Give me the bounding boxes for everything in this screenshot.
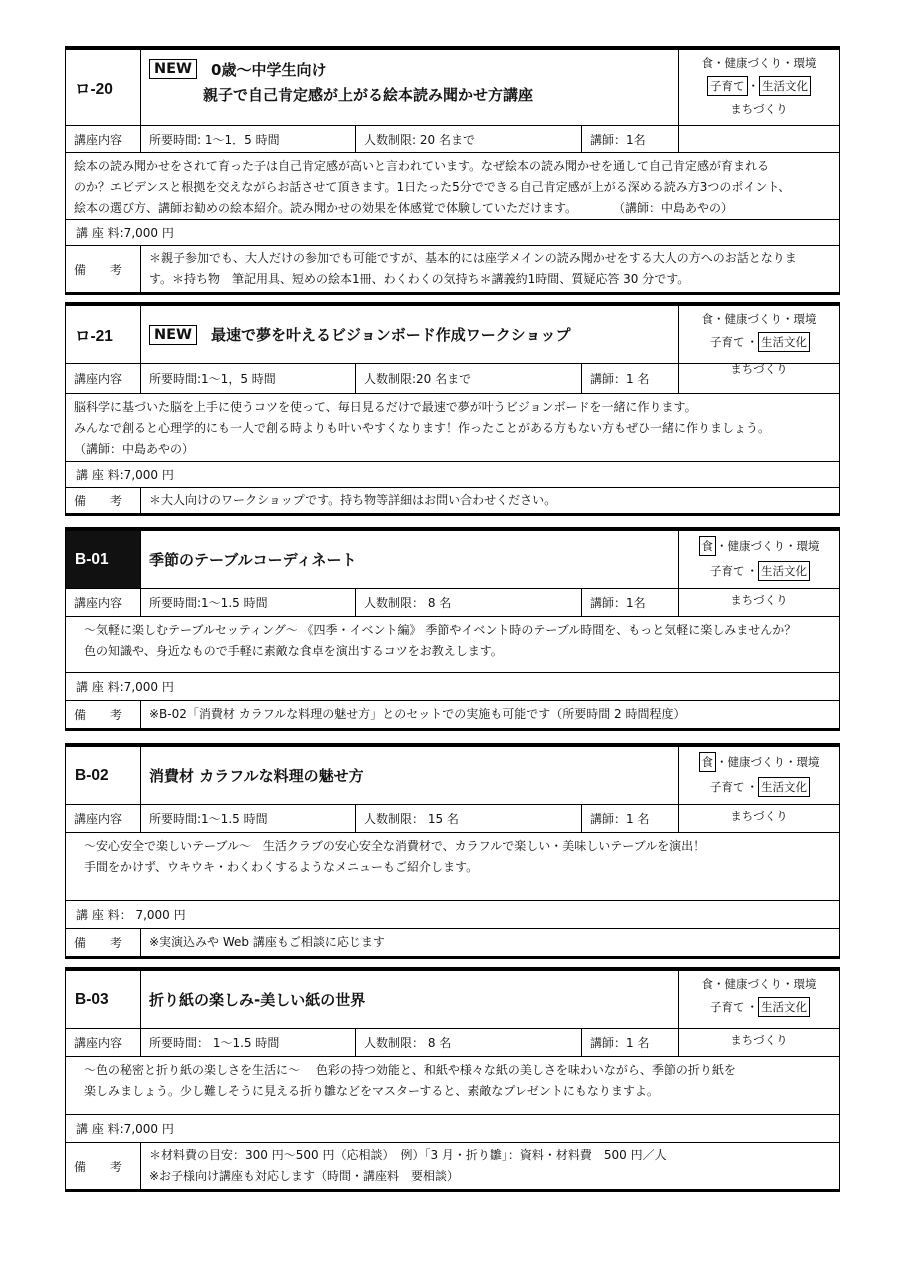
course-title <box>141 50 679 125</box>
new-badge: NEW <box>149 325 197 345</box>
capacity: 人数制限： 8 名 <box>356 1029 582 1056</box>
category-top: ・健康づくり・環境 <box>716 755 820 769</box>
description-line: みんなで創ると心理学的にも一人で創る時よりも叶いやすくなります！作ったことがある方もない方もぜひ一緒に作りましょう。 <box>74 421 771 435</box>
duration: 所要時間: 1～1．5 時間 <box>141 126 356 152</box>
course-title <box>141 747 679 804</box>
course-description <box>66 833 713 900</box>
instructor-count: 講師：1名 <box>582 126 679 152</box>
category-separator: ・ <box>746 1000 758 1014</box>
course-description <box>66 617 804 672</box>
course-card-ro20 <box>65 46 840 295</box>
notes-label: 備 考 <box>66 488 141 513</box>
notes-label: 備 考 <box>66 929 141 956</box>
category-childcare: 子育て <box>710 780 745 794</box>
category-childcare: 子育て <box>707 76 748 96</box>
course-title-line1: 消費材 カラフルな料理の魅せ方 <box>149 767 364 785</box>
category-separator: ・ <box>746 564 758 578</box>
instructor-count: 講師：1 名 <box>582 1029 679 1056</box>
instructor-count: 講師：1名 <box>582 589 679 616</box>
instructor-count: 講師：1 名 <box>582 364 679 393</box>
course-description <box>66 153 798 219</box>
course-fee <box>66 220 174 245</box>
course-description <box>66 1057 744 1114</box>
course-title-line1: 季節のテーブルコーディネート <box>149 551 357 569</box>
fee-label: 講 座 料 <box>76 226 120 240</box>
capacity: 人数制限： 15 名 <box>356 805 582 832</box>
course-title <box>141 971 679 1028</box>
category-separator: ・ <box>746 780 758 794</box>
category-lifestyle-culture: 生活文化 <box>758 561 810 581</box>
notes-line: ＊材料費の目安：300 円～500 円（応相談） 例）「3 月・折り雛」：資料・材料費 500 円／人 <box>149 1148 667 1162</box>
fee-label: 講 座 料 <box>76 468 120 482</box>
category-childcare: 子育て <box>710 564 745 578</box>
category-top: 食・健康づくり・環境 <box>701 56 817 70</box>
duration: 所要時間:1～1.5 時間 <box>141 589 356 616</box>
duration: 所要時間： 1～1.5 時間 <box>141 1029 356 1056</box>
course-fee <box>66 1115 174 1142</box>
course-code: B-03 <box>66 971 141 1028</box>
notes-label: 備 考 <box>66 1143 141 1189</box>
category-list <box>679 50 839 125</box>
category-separator: ・ <box>747 79 759 93</box>
category-list <box>679 971 839 1028</box>
category-food: 食 <box>699 536 717 556</box>
category-lifestyle-culture: 生活文化 <box>758 777 810 797</box>
capacity: 人数制限： 8 名 <box>356 589 582 616</box>
course-card-b02 <box>65 743 840 959</box>
notes-label: 備 考 <box>66 701 141 728</box>
description-line: （講師：中島あやの） <box>74 442 195 456</box>
category-lifestyle-culture: 生活文化 <box>759 76 811 96</box>
description-line: 絵本の読み聞かせをされて育った子は自己肯定感が高いと言われています。なぜ絵本の読み聞かせを通して自己肯定感が育まれる <box>74 159 770 173</box>
new-badge: NEW <box>149 59 197 79</box>
course-fee <box>66 673 174 700</box>
course-description <box>66 394 778 461</box>
duration: 所要時間:1～1，5 時間 <box>141 364 356 393</box>
description-line: のか？エビデンスと根拠を交えながらお話させて頂きます。1日たった5分でできる自己肯定感が上がる深める読み方3つのポイント、 <box>74 180 791 194</box>
course-notes <box>141 246 839 292</box>
description-line: 手間をかけず、ウキウキ・わくわくするようなメニューもご紹介します。 <box>84 860 479 874</box>
course-card-b03 <box>65 967 840 1192</box>
duration: 所要時間:1～1.5 時間 <box>141 805 356 832</box>
course-code: ロ-21 <box>66 306 141 363</box>
description-line: 色の知識や、身近なもので手軽に素敵な食卓を演出するコツをお教えします。 <box>84 644 503 658</box>
fee-value: ： 7,000 円 <box>119 908 186 922</box>
content-label: 講座内容 <box>66 589 141 616</box>
course-card-ro21 <box>65 302 840 516</box>
content-label: 講座内容 <box>66 364 141 393</box>
course-code: B-02 <box>66 747 141 804</box>
description-line: ～安心安全で楽しいテーブル～ 生活クラブの安心安全な消費材で、カラフルで楽しい・美味しいテーブルを演出！ <box>84 839 706 853</box>
category-childcare: 子育て <box>710 1000 745 1014</box>
course-title-line2: 親子で自己肯定感が上がる絵本読み聞かせ方講座 <box>203 85 534 104</box>
category-community: まちづくり <box>730 808 788 823</box>
fee-value: :7,000 円 <box>119 680 174 694</box>
category-list <box>679 531 839 588</box>
description-line: 絵本の選び方、講師お勧めの絵本紹介。読み聞かせの効果を体感覚で体験していただけます。 （講師：中島あやの） <box>74 201 734 215</box>
course-title-line1: 0歳～中学生向け <box>211 60 327 79</box>
instructor-count: 講師：1 名 <box>582 805 679 832</box>
content-label: 講座内容 <box>66 805 141 832</box>
course-notes: ※B-02「消費材 カラフルな料理の魅せ方」とのセットでの実施も可能です（所要時間 2 時間程度） <box>149 707 686 721</box>
course-fee <box>66 462 174 487</box>
notes-label: 備 考 <box>66 246 141 292</box>
blank-cell <box>679 126 839 152</box>
category-food: 食 <box>699 752 717 772</box>
course-title <box>141 531 679 588</box>
course-title-line1: 折り紙の楽しみ‐美しい紙の世界 <box>149 991 366 1009</box>
capacity: 人数制限: 20 名まで <box>356 126 582 152</box>
notes-line: ※お子様向け講座も対応します（時間・講座料 要相談） <box>149 1169 460 1183</box>
fee-label: 講 座 料 <box>76 1122 120 1136</box>
capacity: 人数制限:20 名まで <box>356 364 582 393</box>
description-line: ～色の秘密と折り紙の楽しさを生活に～ 色彩の持つ効能と、和紙や様々な紙の美しさを味わいながら、季節の折り紙を <box>84 1063 736 1077</box>
fee-label: 講 座 料 <box>76 908 120 922</box>
category-community: まちづくり <box>730 1032 788 1047</box>
category-community: まちづくり <box>730 361 788 376</box>
category-top: 食・健康づくり・環境 <box>701 312 817 326</box>
fee-value: :7,000 円 <box>119 1122 174 1136</box>
notes-line: ＊親子参加でも、大人だけの参加でも可能ですが、基本的には座学メインの読み聞かせをする大人の方へのお話となりま <box>149 251 797 265</box>
content-label: 講座内容 <box>66 126 141 152</box>
fee-label: 講 座 料 <box>76 680 120 694</box>
fee-value: :7,000 円 <box>119 226 174 240</box>
category-childcare: 子育て <box>710 335 745 349</box>
course-notes <box>141 1143 839 1189</box>
notes-line: す。＊持ち物 筆記用具、短めの絵本1冊、わくわくの気持ち＊講義約1時間、質疑応答 30 分です。 <box>149 272 690 286</box>
course-notes: ※実演込みや Web 講座もご相談に応じます <box>149 935 385 949</box>
category-top: 食・健康づくり・環境 <box>701 977 817 991</box>
description-line: 脳科学に基づいた脳を上手に使うコツを使って、毎日見るだけで最速で夢が叶うビジョンボードを一緒に作ります。 <box>74 400 697 414</box>
category-community: まちづくり <box>730 592 788 607</box>
category-lifestyle-culture: 生活文化 <box>758 332 810 352</box>
category-list <box>679 747 839 804</box>
course-title <box>141 306 679 363</box>
description-line: 楽しみましょう。少し難しそうに見える折り雛などをマスターすると、素敵なプレゼントにもなりますよ。 <box>84 1084 659 1098</box>
category-community: まちづくり <box>730 102 788 116</box>
course-notes: ＊大人向けのワークショップです。持ち物等詳細はお問い合わせください。 <box>149 493 557 507</box>
content-label: 講座内容 <box>66 1029 141 1056</box>
course-fee <box>66 901 186 928</box>
description-line: ～気軽に楽しむテーブルセッティング～ 《四季・イベント編》 季節やイベント時のテーブル時間を、もっと気軽に楽しみませんか？ <box>84 623 797 637</box>
category-lifestyle-culture: 生活文化 <box>758 997 810 1017</box>
category-top: ・健康づくり・環境 <box>716 539 820 553</box>
fee-value: :7,000 円 <box>119 468 174 482</box>
course-code: B-01 <box>66 531 141 588</box>
course-card-b01 <box>65 527 840 731</box>
course-code: ロ-20 <box>66 50 141 125</box>
category-separator: ・ <box>746 335 758 349</box>
course-title-line1: 最速で夢を叶えるビジョンボード作成ワークショップ <box>211 326 571 344</box>
